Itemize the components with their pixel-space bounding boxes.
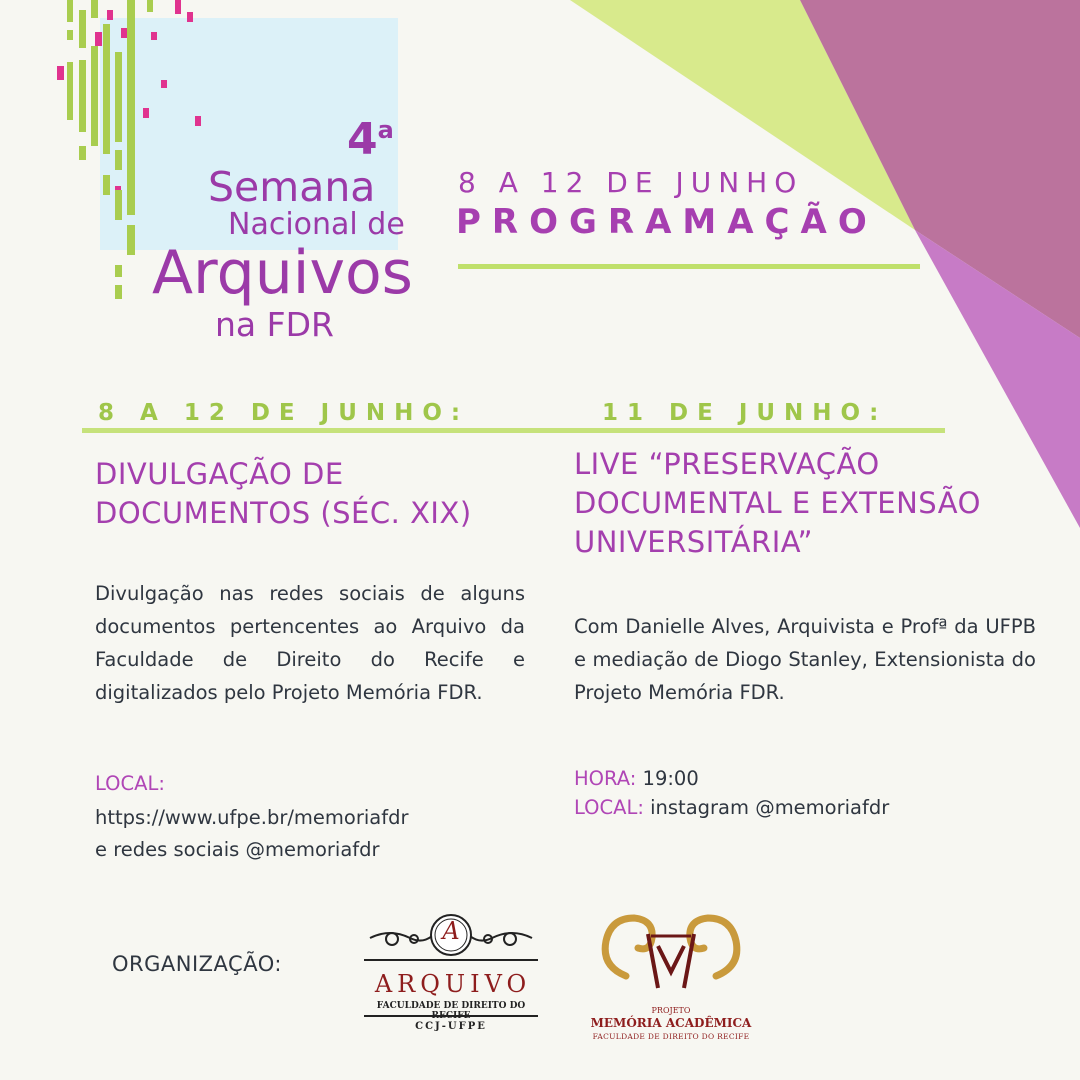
left-event-date: 8 A 12 DE JUNHO: — [98, 400, 470, 426]
right-local-label: LOCAL: — [574, 796, 644, 819]
arquivo-monogram: A — [442, 917, 460, 945]
right-hora-value: 19:00 — [636, 767, 699, 790]
columns-divider — [82, 428, 945, 433]
left-local-url: https://www.ufpe.br/memoriafdr — [95, 806, 409, 829]
logo-line-fdr: na FDR — [215, 305, 334, 344]
right-hora-row — [574, 764, 889, 793]
memoria-title: MEMÓRIA ACADÊMICA — [590, 1016, 752, 1030]
logo-line-nacional: Nacional de — [228, 207, 405, 242]
right-hora-label: HORA: — [574, 767, 637, 790]
right-local-value: instagram @memoriafdr — [643, 796, 890, 819]
header-dates: 8 A 12 DE JUNHO — [458, 166, 804, 199]
right-event-date: 11 DE JUNHO: — [602, 400, 888, 426]
memoria-subtitle: FACULDADE DE DIREITO DO RECIFE — [592, 1032, 750, 1041]
left-local-social: e redes sociais @memoriafdr — [95, 838, 380, 861]
arquivo-subtitle: FACULDADE DE DIREITO DO RECIFE — [376, 1001, 526, 1021]
logo-line-semana: Semana — [208, 163, 376, 211]
logo-edition-number: 4 — [347, 114, 378, 165]
right-event-title: LIVE “PRESERVAÇÃO DOCUMENTAL E EXTENSÃO UNIVERSITÁRIA” — [574, 447, 981, 559]
header-divider — [458, 264, 920, 269]
right-event-info — [574, 764, 889, 822]
right-event-description: Com Danielle Alves, Arquivista e Profª da UFPB e mediação de Diogo Stanley, Extensionista do Projeto Memória FDR. — [574, 615, 1036, 704]
arquivo-ccj: CCJ-UFPE — [415, 1021, 487, 1032]
logo-edition-ordinal: a — [377, 116, 394, 144]
memoria-prefix: PROJETO — [651, 1006, 691, 1015]
logo-edition — [347, 114, 394, 165]
left-local-value — [95, 802, 408, 866]
arquivo-wordmark: ARQUIVO — [374, 970, 532, 998]
left-event-title: DIVULGAÇÃO DE DOCUMENTOS (SÉC. XIX) — [95, 457, 472, 530]
header-title: PROGRAMAÇÃO — [456, 202, 878, 242]
memoria-academica-logo — [596, 906, 746, 996]
left-local-label: LOCAL: — [95, 772, 165, 795]
logo-line-arquivos: Arquivos — [152, 238, 413, 308]
left-event-description: Divulgação nas redes sociais de alguns documentos pertencentes ao Arquivo da Faculdade de Direito do Recife e digitalizados pelo Projeto Memória FDR. — [95, 582, 525, 704]
right-local-row — [574, 793, 889, 822]
organization-label: ORGANIZAÇÃO: — [112, 952, 282, 976]
